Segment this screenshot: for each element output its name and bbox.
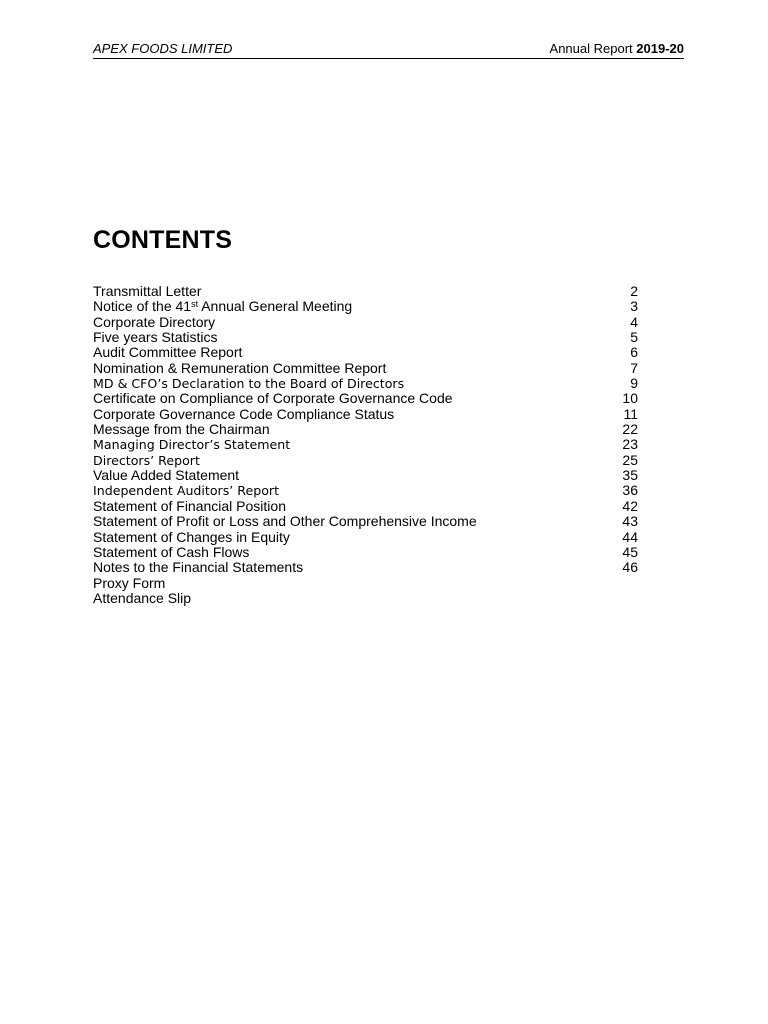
toc-item-page: 25	[622, 451, 638, 468]
toc-item-page: 22	[622, 421, 638, 438]
toc-item	[93, 453, 638, 468]
toc-item	[93, 376, 638, 391]
toc-item-label: Statement of Cash Flows	[93, 543, 250, 560]
toc-item-label-post: Annual General Meeting	[198, 298, 353, 315]
toc-item-page: 10	[622, 390, 638, 407]
company-name: APEX FOODS LIMITED	[93, 41, 233, 56]
toc-item	[93, 422, 638, 437]
toc-item-label: Statement of Financial Position	[93, 497, 286, 514]
toc-item-label: Statement of Profit or Loss and Other Comprehensive Income	[93, 513, 477, 530]
toc-item-page: 44	[622, 528, 638, 545]
toc-item-page: 42	[622, 497, 638, 514]
toc-item	[93, 284, 638, 299]
report-label	[550, 40, 684, 58]
toc-item-label	[93, 298, 352, 314]
toc-item-label: Audit Committee Report	[93, 344, 243, 361]
report-year: 2019-20	[636, 41, 684, 56]
toc-item	[93, 345, 638, 360]
toc-item	[93, 591, 638, 606]
toc-item-label: Directors’ Report	[93, 452, 200, 468]
toc-item-label: Corporate Governance Code Compliance Status	[93, 405, 395, 422]
toc-item	[93, 468, 638, 483]
toc-item	[93, 530, 638, 545]
toc-item-page: 45	[622, 543, 638, 560]
toc-item	[93, 560, 638, 575]
toc-item-page: 46	[622, 559, 638, 576]
toc-item-label: Statement of Changes in Equity	[93, 528, 290, 545]
toc-item-label: Notes to the Financial Statements	[93, 559, 304, 576]
toc-item	[93, 391, 638, 406]
toc-item-label: Managing Director’s Statement	[93, 437, 291, 453]
toc-item	[93, 407, 638, 422]
toc-item-label: Corporate Directory	[93, 313, 216, 330]
toc-item-page: 7	[630, 359, 638, 376]
toc-item-label-superscript: st	[191, 299, 199, 310]
toc-item-page: 5	[630, 329, 638, 346]
toc-item-page: 2	[630, 283, 638, 299]
toc-item-page: 43	[622, 513, 638, 530]
toc-item-label: MD & CFO’s Declaration to the Board of Directors	[93, 376, 405, 392]
table-of-contents	[93, 284, 638, 606]
toc-item-page: 36	[622, 482, 638, 499]
toc-item-label: Transmittal Letter	[93, 283, 202, 299]
toc-item	[93, 299, 638, 314]
toc-item	[93, 437, 638, 452]
toc-item-page: 23	[622, 436, 638, 453]
toc-item	[93, 514, 638, 529]
toc-item	[93, 576, 638, 591]
toc-item	[93, 499, 638, 514]
toc-item-page: 9	[630, 375, 638, 392]
toc-item	[93, 545, 638, 560]
toc-item-label-pre: Notice of the 41	[93, 298, 192, 315]
page-title: CONTENTS	[93, 226, 233, 254]
toc-item-page: 35	[622, 467, 638, 484]
toc-item	[93, 315, 638, 330]
toc-item-label: Message from the Chairman	[93, 421, 270, 438]
toc-item-page: 11	[623, 405, 638, 422]
toc-item-label: Five years Statistics	[93, 329, 218, 346]
toc-item-page: 3	[630, 298, 638, 315]
toc-item-label: Proxy Form	[93, 574, 166, 591]
toc-item	[93, 483, 638, 498]
toc-item	[93, 330, 638, 345]
toc-item	[93, 361, 638, 376]
toc-item-label: Nomination & Remuneration Committee Report	[93, 359, 387, 376]
report-label-text: Annual Report	[549, 41, 633, 56]
toc-item-page: 4	[630, 313, 638, 330]
toc-item-label: Certificate on Compliance of Corporate Governance Code	[93, 390, 453, 407]
page-header	[93, 40, 684, 59]
toc-item-label: Value Added Statement	[93, 467, 240, 484]
toc-item-label: Attendance Slip	[93, 589, 192, 606]
toc-item-page: 6	[630, 344, 638, 361]
toc-item-label: Independent Auditors’ Report	[93, 483, 280, 499]
